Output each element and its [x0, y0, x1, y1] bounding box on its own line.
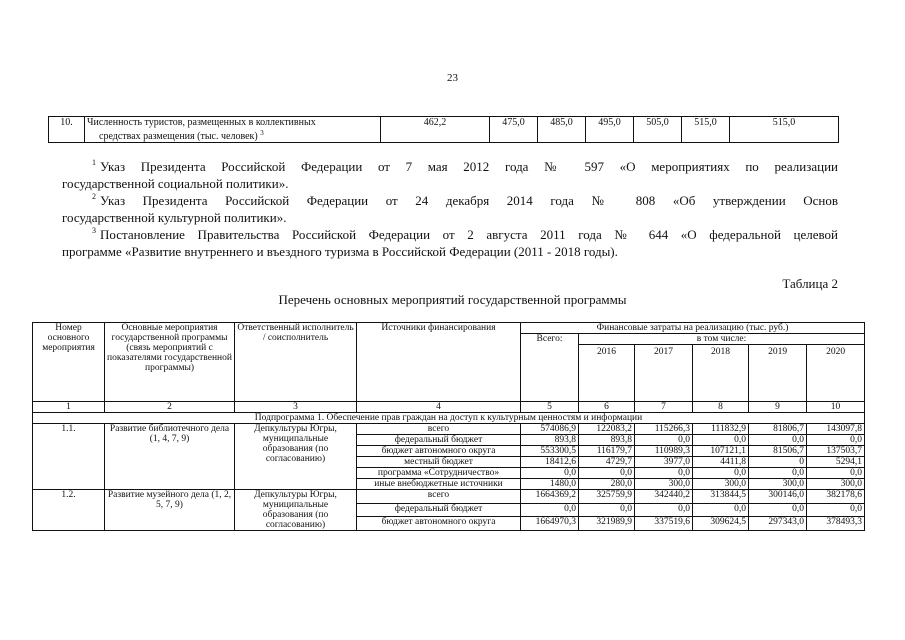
- funding-source: всего: [357, 424, 521, 435]
- table-cell: 0,0: [807, 468, 865, 479]
- activity-number: 1.1.: [33, 424, 105, 490]
- table-row: [49, 117, 839, 143]
- column-number-row: [33, 402, 865, 413]
- row-number: 10.: [49, 117, 85, 143]
- activity-name: Развитие музейного дела (1, 2, 5, 7, 9): [105, 490, 235, 531]
- funding-source: иные внебюджетные источники: [357, 479, 521, 490]
- table-cell: 1480,0: [521, 479, 579, 490]
- footnote-1-cont: государственной социальной политики».: [62, 176, 289, 191]
- funding-source: всего: [357, 490, 521, 504]
- table-cell: 5294,1: [807, 457, 865, 468]
- table-cell: 1664970,3: [521, 517, 579, 531]
- table-cell: 0,0: [635, 503, 693, 517]
- activity-number: 1.2.: [33, 490, 105, 531]
- funding-source: бюджет автономного округа: [357, 517, 521, 531]
- table-cell: 515,0: [730, 117, 839, 143]
- header-cell: Всего:: [521, 334, 579, 402]
- table-cell: 300,0: [693, 479, 749, 490]
- table-cell: 378493,3: [807, 517, 865, 531]
- table-cell: 280,0: [579, 479, 635, 490]
- year-header: 2019: [749, 345, 807, 401]
- table-cell: 0,0: [807, 503, 865, 517]
- table-cell: 300146,0: [749, 490, 807, 504]
- table-cell: 0,0: [635, 435, 693, 446]
- table-cell: 342440,2: [635, 490, 693, 504]
- table-cell: 107121,1: [693, 446, 749, 457]
- table-cell: 321989,9: [579, 517, 635, 531]
- table-cell: 0,0: [749, 503, 807, 517]
- column-number: 9: [749, 402, 807, 413]
- executor: Депкультуры Югры, муниципальные образования (по согласованию): [235, 490, 357, 531]
- table-cell: 110989,3: [635, 446, 693, 457]
- header-cell: Номер основного мероприятия: [33, 323, 105, 402]
- header-cell: Финансовые затраты на реализацию (тыс. руб.): [521, 323, 865, 334]
- header-cell: в том числе:: [579, 334, 864, 345]
- column-number: 7: [635, 402, 693, 413]
- table-cell: 553300,5: [521, 446, 579, 457]
- table-cell: 0,0: [579, 468, 635, 479]
- table-cell: 574086,9: [521, 424, 579, 435]
- footnote-3: $^3$ Постановление Правительства Российской Федерации от 2 августа 2011 года № 644 «О федеральной целевой: [92, 226, 838, 242]
- year-header: 2020: [826, 347, 846, 357]
- table-cell: 337519,6: [635, 517, 693, 531]
- table-cell: 325759,9: [579, 490, 635, 504]
- table-row: [33, 424, 865, 435]
- table-cell: 485,0: [538, 117, 586, 143]
- table-cell: 495,0: [586, 117, 634, 143]
- table-cell: 0,0: [579, 503, 635, 517]
- table-cell: 137503,7: [807, 446, 865, 457]
- table-cell: 0,0: [635, 468, 693, 479]
- table-cell: 475,0: [490, 117, 538, 143]
- column-number: 10: [807, 402, 865, 413]
- page-number: 23: [447, 72, 458, 84]
- indicator-table-tail: [48, 116, 839, 143]
- activities-table: [32, 322, 865, 531]
- table-cell: 18412,6: [521, 457, 579, 468]
- column-number: 3: [235, 402, 357, 413]
- table-label: Таблица 2: [782, 276, 838, 291]
- footnote-1: $^1$ Указ Президента Российской Федерации от 7 мая 2012 года № 597 «О мероприятиях по реализации: [92, 158, 838, 174]
- table-cell: 313844,5: [693, 490, 749, 504]
- table-cell: 309624,5: [693, 517, 749, 531]
- year-header: 2018: [693, 345, 749, 401]
- table-cell: 116179,7: [579, 446, 635, 457]
- subprogram-row: [33, 413, 865, 424]
- table-cell: 382178,6: [807, 490, 865, 504]
- table-cell: 297343,0: [749, 517, 807, 531]
- table-cell: 0,0: [521, 468, 579, 479]
- funding-source: программа «Сотрудничество»: [357, 468, 521, 479]
- header-row: [33, 323, 865, 334]
- year-header: 2016: [579, 345, 635, 401]
- table-cell: 0,0: [749, 468, 807, 479]
- table-cell: 505,0: [634, 117, 682, 143]
- table-cell: 0,0: [693, 435, 749, 446]
- footnote-2: $^2$ Указ Президента Российской Федерации от 24 декабря 2014 года № 808 «Об утверждении Основ: [92, 192, 838, 208]
- column-number: 1: [33, 402, 105, 413]
- column-number: 6: [579, 402, 635, 413]
- column-number: 4: [357, 402, 521, 413]
- table-cell: 4729,7: [579, 457, 635, 468]
- table-cell: 300,0: [807, 479, 865, 490]
- footnote-3-cont: программе «Развитие внутреннего и въездного туризма в Российской Федерации (2011 - 2018 годы).: [62, 244, 618, 259]
- table-cell: 462,2: [381, 117, 490, 143]
- table-cell: 143097,8: [807, 424, 865, 435]
- executor: Депкультуры Югры, муниципальные образования (по согласованию): [235, 424, 357, 490]
- column-number: 2: [105, 402, 235, 413]
- table-cell: 3977,0: [635, 457, 693, 468]
- header-cell: Ответственный исполнитель / соисполнитель: [235, 323, 357, 402]
- table-cell: 0,0: [749, 435, 807, 446]
- column-number: 5: [521, 402, 579, 413]
- table-cell: 0,0: [693, 468, 749, 479]
- table-cell: 893,8: [521, 435, 579, 446]
- table-title: Перечень основных мероприятий государственной программы: [278, 292, 627, 307]
- table-cell: 0,0: [693, 503, 749, 517]
- table-cell: 81806,7: [749, 424, 807, 435]
- table-cell: 515,0: [682, 117, 730, 143]
- subprogram-title: Подпрограмма 1. Обеспечение прав граждан на доступ к культурным ценностям и информации: [33, 413, 865, 424]
- funding-source: местный бюджет: [357, 457, 521, 468]
- indicator-name: Численность туристов, размещенных в коллективных средствах размещения (тыс. человек) $^3$: [85, 117, 381, 143]
- column-number: 8: [693, 402, 749, 413]
- funding-source: бюджет автономного округа: [357, 446, 521, 457]
- year-header: 2017: [635, 345, 693, 401]
- table-cell: 0: [749, 457, 807, 468]
- table-cell: 893,8: [579, 435, 635, 446]
- activity-name: Развитие библиотечного дела (1, 4, 7, 9): [105, 424, 235, 490]
- table-cell: 1664369,2: [521, 490, 579, 504]
- table-cell: 4411,8: [693, 457, 749, 468]
- header-cell: Источники финансирования: [357, 323, 521, 402]
- table-cell: 0,0: [521, 503, 579, 517]
- header-cell: Основные мероприятия государственной программы (связь мероприятий с показателями государственной программы): [105, 323, 235, 402]
- table-cell: 111832,9: [693, 424, 749, 435]
- table-cell: 115266,3: [635, 424, 693, 435]
- header-cell: [579, 334, 865, 402]
- footnote-2-cont: государственной культурной политики».: [62, 210, 287, 225]
- table-cell: 122083,2: [579, 424, 635, 435]
- table-cell: 81506,7: [749, 446, 807, 457]
- table-row: [33, 490, 865, 504]
- table-cell: 300,0: [635, 479, 693, 490]
- table-cell: 0,0: [807, 435, 865, 446]
- funding-source: федеральный бюджет: [357, 503, 521, 517]
- table-cell: 300,0: [749, 479, 807, 490]
- funding-source: федеральный бюджет: [357, 435, 521, 446]
